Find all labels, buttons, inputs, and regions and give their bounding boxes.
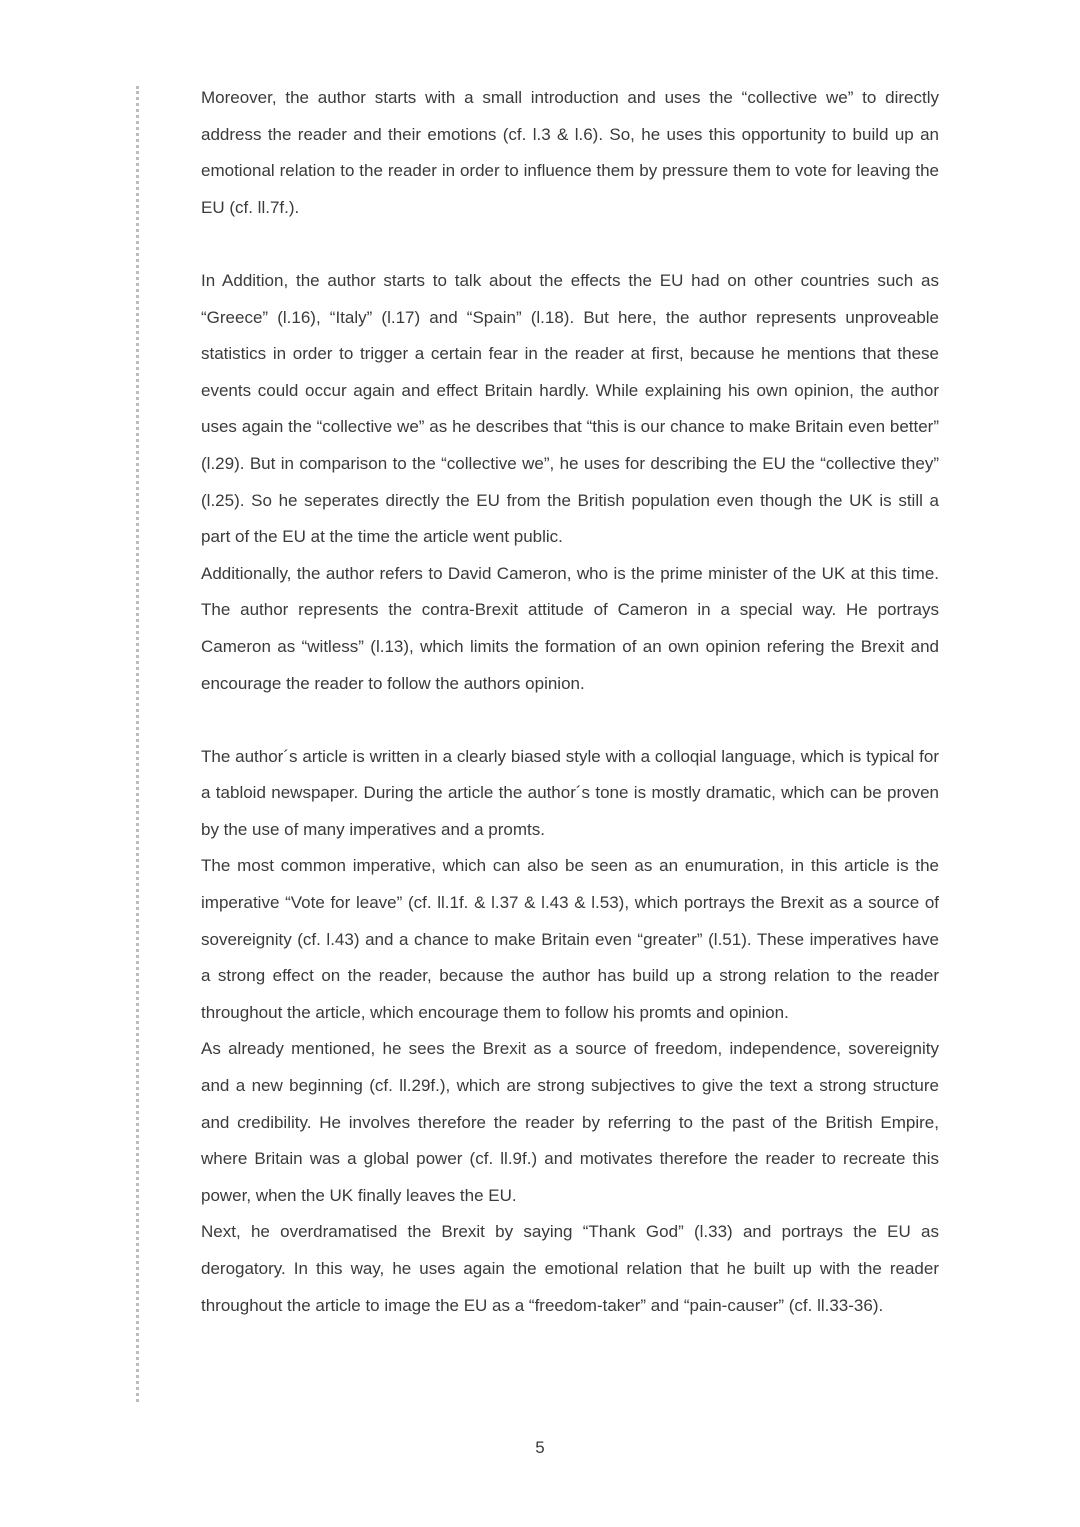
page-number: 5: [535, 1438, 545, 1457]
paragraph-david-cameron: Additionally, the author refers to David Cameron, who is the prime minister of the UK at this time. The author represents the contra-Brexit attitude of Cameron in a special way. He portrays Cameron as “witless” (l.13), which limits the formation of an own opinion refering the Brexit and encourage the reader to follow the authors opinion.: [201, 563, 939, 693]
paragraph-gap: [201, 226, 939, 263]
paragraph-gap: [201, 702, 939, 739]
paragraph-introduction: Moreover, the author starts with a small introduction and uses the “collective we” to directly address the reader and their emotions (cf. l.3 & l.6). So, he uses this opportunity to build up an emotional relation to the reader in order to influence them by pressure them to vote for leaving the EU (cf. ll.7f.).: [201, 88, 939, 217]
paragraph-effects-of-eu: In Addition, the author starts to talk about the effects the EU had on other countries such as “Greece” (l.16), “Italy” (l.17) and “Spain” (l.18). But here, the author represents unproveable statistics in order to trigger a certain fear in the reader at first, because he mentions that these events could occur again and effect Britain hardly. While explaining his own opinion, the author uses again the “collective we” as he describes that “this is our chance to make Britain even better” (l.29). But in comparison to the “collective we”, he uses for describing the EU the “collective they” (l.25). So he seperates directly the EU from the British population even though the UK is still a part of the EU at the time the article went public.: [201, 270, 939, 547]
document-body: [201, 80, 939, 1324]
paragraph-imperatives: The most common imperative, which can also be seen as an enumuration, in this article is the imperative “Vote for leave” (cf. ll.1f. & l.37 & l.43 & l.53), which portrays the Brexit as a source of sovereignity (cf. l.43) and a chance to make Britain even “greater” (l.51). These imperatives have a strong effect on the reader, because the author has build up a strong relation to the reader throughout the article, which encourage them to follow his promts and opinion.: [201, 856, 939, 1022]
margin-dotted-rule: [136, 86, 139, 1402]
paragraph-freedom-sovereignity: As already mentioned, he sees the Brexit as a source of freedom, independence, sovereignity and a new beginning (cf. ll.29f.), which are strong subjectives to give the text a strong structure and credibility. He involves therefore the reader by referring to the past of the British Empire, where Britain was a global power (cf. ll.9f.) and motivates therefore the reader to recreate this power, when the UK finally leaves the EU.: [201, 1039, 939, 1205]
paragraph-style-and-tone: The author´s article is written in a clearly biased style with a colloqial language, which is typical for a tabloid newspaper. During the article the author´s tone is mostly dramatic, which can be proven by the use of many imperatives and a promts.: [201, 746, 939, 839]
paragraph-overdramatised: Next, he overdramatised the Brexit by saying “Thank God” (l.33) and portrays the EU as derogatory. In this way, he uses again the emotional relation that he built up with the reader throughout the article to image the EU as a “freedom-taker” and “pain-causer” (cf. ll.33-36).: [201, 1222, 939, 1315]
